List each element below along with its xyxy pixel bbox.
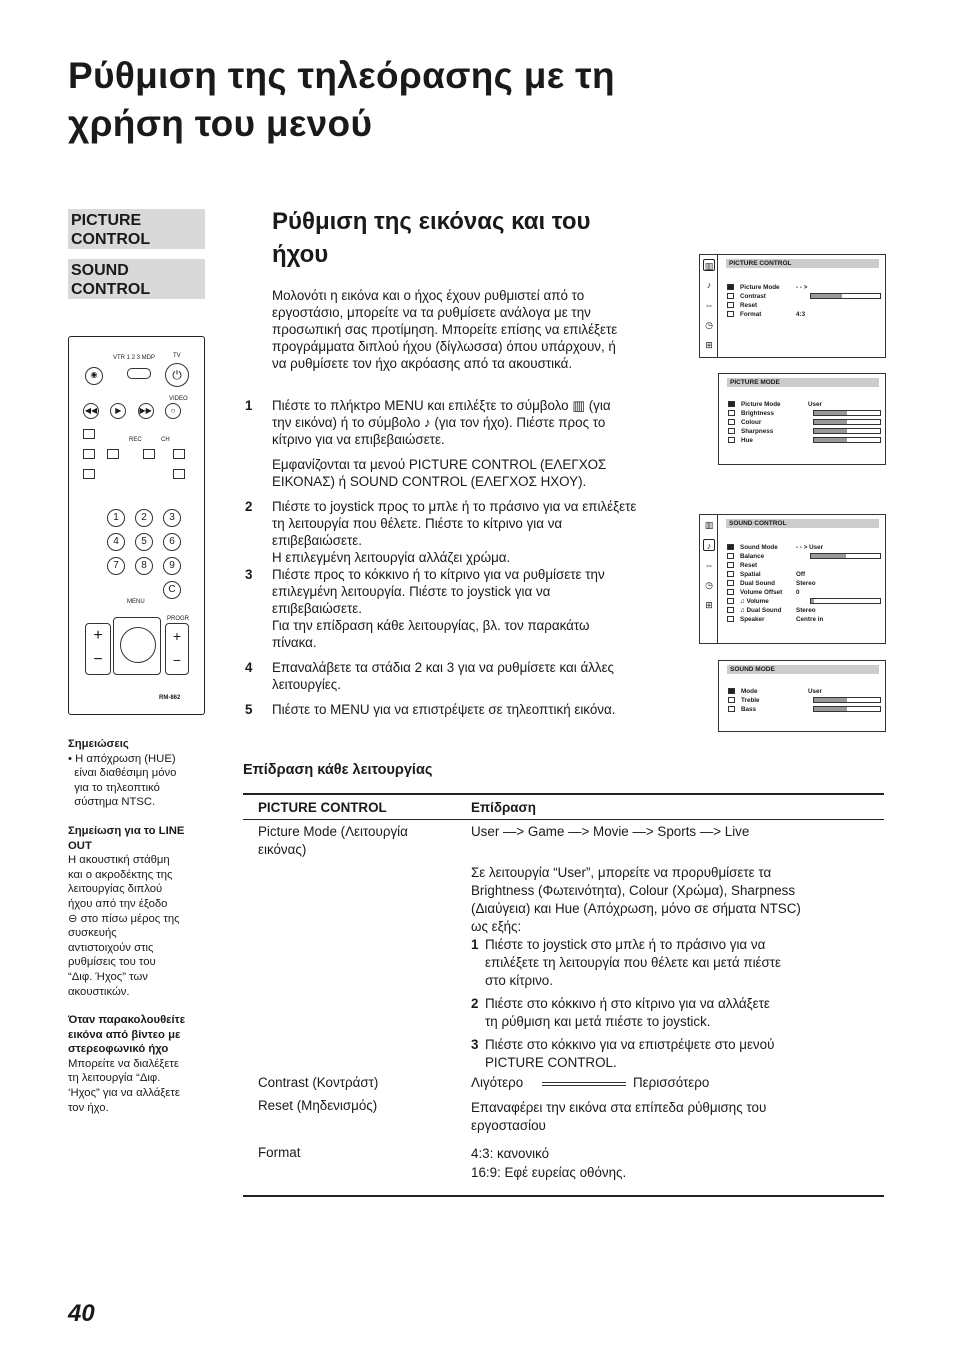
step-item xyxy=(245,456,685,490)
row-contrast-less: Λιγότερο xyxy=(471,1075,524,1090)
tag-sound-control-label: SOUND CONTROL xyxy=(71,262,151,298)
digit-button-2: 2 xyxy=(135,509,153,527)
remote-ch-label: CH xyxy=(161,437,170,443)
section-heading xyxy=(272,205,590,271)
note-line: για το τηλεοπτικό xyxy=(68,781,160,794)
note-line: • Η απόχρωση (HUE) xyxy=(68,752,176,765)
step-item xyxy=(245,397,685,448)
osd-row-slider xyxy=(810,293,881,299)
note-line: “Διφ. Ήχος” των xyxy=(68,970,148,983)
setup-icon: ⊞ xyxy=(705,600,713,610)
note-line: τη λειτουργία “Διφ. xyxy=(68,1072,161,1085)
remote-video-label: VIDEO xyxy=(169,396,188,402)
connection-icon: ⇔ xyxy=(704,300,714,310)
sound-icon: ♪ xyxy=(703,539,715,551)
osd-row-value: - - > xyxy=(796,284,808,291)
setup-icon: ⊞ xyxy=(705,340,713,350)
osd-row-slider xyxy=(813,419,881,425)
osd-row-marker xyxy=(728,428,735,434)
osd-row-label: Balance xyxy=(740,553,765,560)
tag-sound-control xyxy=(68,259,205,299)
osd-row-slider-fill xyxy=(814,429,847,433)
step-item xyxy=(245,566,685,651)
osd-row-marker xyxy=(727,607,734,613)
row-picture-mode-desc: (Διαύγεια) και Hue (Απόχρωση, μόνο σε σήματα NTSC) xyxy=(471,901,801,916)
osd-screen-sound-mode xyxy=(718,660,886,732)
sub-step-line: στο κίτρινο. xyxy=(485,973,553,988)
note-line: ⊖ στο πίσω μέρος της xyxy=(68,912,180,925)
step-number: 3 xyxy=(245,567,253,582)
row-format-desc: 16:9: Εφέ ευρείας οθόνης. xyxy=(471,1165,627,1180)
remote-joystick-frame xyxy=(113,617,161,675)
note-block xyxy=(68,1013,210,1115)
play-icon: ▶ xyxy=(110,403,126,419)
osd-row-label: Volume Offset xyxy=(740,589,783,596)
step-text-line: επιλεγμένη λειτουργία. Πιέστε το joystick για να xyxy=(272,584,551,599)
osd-row-value: User xyxy=(808,401,823,408)
row-picture-mode-desc: Σε λειτουργία “User”, μπορείτε να προρυθμίσετε τα xyxy=(471,865,772,880)
picture-icon: ▥ xyxy=(704,261,714,271)
step-text-line: ΕΙΚΟΝΑΣ) ή SOUND CONTROL (ΕΛΕΓΧΟΣ ΗΧΟΥ). xyxy=(272,474,587,489)
row-picture-mode-cycle: User —> Game —> Movie —> Sports —> Live xyxy=(471,824,750,839)
osd-row-label: Contrast xyxy=(740,293,766,300)
row-reset-desc: εργοστασίου xyxy=(471,1118,546,1133)
digit-button-3: 3 xyxy=(163,509,181,527)
step-text-line: Η επιλεγμένη λειτουργία αλλάζει χρώμα. xyxy=(272,550,511,565)
note-line: και ο ακροδέκτης της xyxy=(68,868,173,881)
steps-list xyxy=(245,397,685,718)
row-picture-mode-label: Picture Mode (Λειτουργία xyxy=(258,824,408,839)
remote-model-label: RM-862 xyxy=(159,695,181,701)
digit-button-C: C xyxy=(163,581,181,599)
rewind-icon: ◀◀ xyxy=(83,403,99,419)
note-title: εικόνα από βίντεο με xyxy=(68,1028,181,1041)
step-text-line: τη λειτουργία που θέλετε. Πιέστε το κίτρινο για να xyxy=(272,516,563,531)
power-icon: ⏻ xyxy=(165,363,189,387)
osd-screen-picture-control xyxy=(699,254,886,358)
digit-button-4: 4 xyxy=(107,533,125,551)
timer-icon: ◷ xyxy=(705,320,713,330)
osd-row-label: Treble xyxy=(741,697,760,704)
digit-button-6: 6 xyxy=(163,533,181,551)
osd-row-label: Picture Mode xyxy=(740,284,780,291)
osd-row-label: Dual Sound xyxy=(740,580,775,587)
osd-row-label: Reset xyxy=(740,302,758,309)
osd-row-marker xyxy=(727,553,734,559)
osd-row-value: Off xyxy=(796,571,806,578)
section-intro xyxy=(272,287,682,372)
timer-icon: ◷ xyxy=(705,580,713,590)
step-item xyxy=(245,498,685,566)
osd-row-slider xyxy=(810,553,881,559)
table-header-col2: Επίδραση xyxy=(471,800,536,815)
osd-header: SOUND CONTROL xyxy=(726,519,879,528)
osd-row-value: - - > User xyxy=(796,544,824,551)
intro-line: προσωπική σας προτίμηση. Μπορείτε επίσης να επιλέξετε xyxy=(272,322,618,337)
osd-row-label: Format xyxy=(740,311,762,318)
note-line: Η ακουστική στάθμη xyxy=(68,854,170,867)
osd-row-value: Stereo xyxy=(796,607,816,614)
osd-header: PICTURE MODE xyxy=(727,378,879,387)
row-picture-mode-label: εικόνας) xyxy=(258,842,307,857)
row-picture-mode-desc: Brightness (Φωτεινότητα), Colour (Χρώμα), Sharpness xyxy=(471,883,796,898)
osd-row-slider-fill xyxy=(814,698,847,702)
remote-digit-pad xyxy=(107,509,193,605)
step-text-line: πίνακα. xyxy=(272,635,317,650)
program-rocker: + − xyxy=(165,623,189,675)
digit-button-9: 9 xyxy=(163,557,181,575)
remote-menu-label: MENU xyxy=(127,599,145,605)
page-title-line2: χρήση του μενού xyxy=(68,103,373,144)
section-heading-line2: ήχου xyxy=(272,241,329,268)
sub-step-line: PICTURE CONTROL. xyxy=(485,1055,617,1070)
page-number: 40 xyxy=(68,1300,95,1327)
osd-side-menu xyxy=(700,515,718,643)
osd-row-marker xyxy=(727,544,734,550)
digit-button-8: 8 xyxy=(135,557,153,575)
sub-step-line: Πιέστε στο κόκκινο για να επιστρέψετε στο μενού xyxy=(485,1037,775,1052)
remote-switch xyxy=(127,368,151,379)
osd-header: SOUND MODE xyxy=(727,665,879,674)
note-line: ρυθμίσεις του του xyxy=(68,956,156,969)
osd-row-slider-fill xyxy=(811,294,842,298)
table-bottom-rule xyxy=(243,1195,884,1197)
row-reset-label: Reset (Μηδενισμός) xyxy=(258,1098,378,1113)
osd-row-marker xyxy=(727,293,734,299)
osd-row-marker xyxy=(728,437,735,443)
osd-row-marker xyxy=(728,419,735,425)
note-line: τον ήχο. xyxy=(68,1101,109,1114)
step-number: 1 xyxy=(245,398,253,413)
osd-row-marker xyxy=(727,616,734,622)
osd-row-label: Picture Mode xyxy=(741,401,781,408)
sub-step-line: Πιέστε στο κόκκινο ή στο κίτρινο για να αλλάξετε xyxy=(485,996,770,1011)
row-contrast-label: Contrast (Κοντράστ) xyxy=(258,1075,379,1090)
remote-progr-label: PROGR xyxy=(167,616,190,622)
intro-line: εργοστάσιο, μπορείτε να τα ρυθμίσετε ανάλογα με την xyxy=(272,305,591,320)
note-line: Μπορείτε να διαλέξετε xyxy=(68,1057,179,1070)
note-line: αντιστοιχούν στις xyxy=(68,941,154,954)
step-text-line: Πιέστε το joystick προς το μπλε ή το πράσινο για να επιλέξετε xyxy=(272,499,637,514)
step-number: 2 xyxy=(245,499,253,514)
intro-line: προγράμματα διπλού ήχου (δίγλωσσα) όπου υπάρχουν, ή xyxy=(272,339,616,354)
osd-row-slider-fill xyxy=(811,554,846,558)
step-item xyxy=(245,659,685,693)
note-line: ακουστικών. xyxy=(68,985,130,998)
intro-line: Μολονότι η εικόνα και ο ήχος έχουν ρυθμιστεί από το xyxy=(272,288,585,303)
osd-row-label: Spatial xyxy=(740,571,761,578)
row-reset-desc: Επαναφέρει την εικόνα στα επίπεδα ρύθμισης του xyxy=(471,1100,767,1115)
osd-row-slider-fill xyxy=(814,707,847,711)
osd-row-label: Reset xyxy=(740,562,758,569)
osd-row-marker xyxy=(728,697,735,703)
page-title-line1: Ρύθμιση της τηλεόρασης με τη xyxy=(68,55,615,96)
step-text-line: Εμφανίζονται τα μενού PICTURE CONTROL (ΕΛΕΓΧΟΣ xyxy=(272,457,607,472)
sub-step-number: 2 xyxy=(471,996,479,1011)
osd-header: PICTURE CONTROL xyxy=(726,259,879,268)
remote-transport-row xyxy=(83,403,181,421)
remote-top-label: VTR 1 2 3 MDP xyxy=(113,355,156,361)
osd-row-marker xyxy=(727,598,734,604)
step-text-line: επιβεβαιώσετε. xyxy=(272,533,362,548)
picture-icon: ▥ xyxy=(704,520,714,530)
note-line: ‘Ηχος” για να αλλάξετε xyxy=(68,1087,180,1100)
osd-row-label: ♫ Dual Sound xyxy=(740,607,782,614)
note-title: στερεοφωνικό ήχο xyxy=(68,1043,169,1056)
step-number: 4 xyxy=(245,660,253,675)
osd-row-label: Hue xyxy=(741,437,753,444)
osd-row-marker xyxy=(727,580,734,586)
osd-row-value: Stereo xyxy=(796,580,816,587)
note-line: ήχου από την έξοδο xyxy=(68,897,168,910)
note-title: Όταν παρακολουθείτε xyxy=(68,1014,186,1027)
page-title xyxy=(68,52,615,148)
osd-row-label: Mode xyxy=(741,688,758,695)
osd-row-marker xyxy=(727,589,734,595)
osd-row-marker xyxy=(727,571,734,577)
note-line: σύστημα NTSC. xyxy=(68,796,156,809)
osd-row-slider xyxy=(813,410,881,416)
note-line: είναι διαθέσιμη μόνο xyxy=(68,767,177,780)
osd-row-label: Sound Mode xyxy=(740,544,778,551)
sound-icon: ♪ xyxy=(706,280,712,290)
fast-forward-icon: ▶▶ xyxy=(138,403,154,419)
osd-row-label: Sharpness xyxy=(741,428,774,435)
tag-picture-control xyxy=(68,209,205,249)
osd-row-value: 4:3 xyxy=(796,311,806,318)
sub-step-line: επιλέξετε τη λειτουργία που θέλετε και μετά πιέστε xyxy=(485,955,782,970)
digit-button-7: 7 xyxy=(107,557,125,575)
osd-row-label: Speaker xyxy=(740,616,765,623)
osd-row-slider-fill xyxy=(814,438,847,442)
remote-mute-button: ◉ xyxy=(85,367,103,385)
note-title: Σημειώσεις xyxy=(68,738,129,750)
step-text-line: Πιέστε το πλήκτρο MENU και επιλέξτε το σύμβολο ▥ (για xyxy=(272,398,611,413)
osd-row-marker xyxy=(727,562,734,568)
osd-row-label: Colour xyxy=(741,419,762,426)
video-icon: ○ xyxy=(165,403,181,419)
step-number: 5 xyxy=(245,702,253,717)
step-text-line: Πιέστε προς το κόκκινο ή το κίτρινο για να ρυθμίσετε την xyxy=(272,567,605,582)
row-format-label: Format xyxy=(258,1145,301,1160)
osd-row-value: Centre in xyxy=(796,616,824,623)
sub-step-line: τη ρύθμιση και μετά πιέστε το joystick. xyxy=(485,1014,711,1029)
note-line: συσκευής xyxy=(68,927,117,940)
osd-row-marker xyxy=(728,401,735,407)
osd-side-menu xyxy=(700,255,718,357)
step-text-line: Πιέστε το MENU για να επιστρέψετε σε τηλεοπτική εικόνα. xyxy=(272,702,616,717)
sub-step-number: 3 xyxy=(471,1037,479,1052)
sub-step-number: 1 xyxy=(471,937,479,952)
note-title: OUT xyxy=(68,839,92,852)
osd-row-marker xyxy=(728,688,735,694)
effect-heading: Επίδραση κάθε λειτουργίας xyxy=(243,762,433,778)
digit-button-5: 5 xyxy=(135,533,153,551)
table-top-rule xyxy=(243,793,884,795)
row-format-desc: 4:3: κανονικό xyxy=(471,1146,550,1161)
osd-row-slider-fill xyxy=(814,420,847,424)
osd-row-slider xyxy=(813,437,881,443)
osd-row-label: ♫ Volume xyxy=(740,598,769,605)
section-heading-line1: Ρύθμιση της εικόνας και του xyxy=(272,208,591,235)
remote-function-buttons xyxy=(83,429,193,489)
note-title: Σημείωση για το LINE xyxy=(68,824,185,837)
row-picture-mode-desc: ως εξής: xyxy=(471,919,522,934)
volume-rocker: + − xyxy=(85,623,111,675)
table-header-col1: PICTURE CONTROL xyxy=(258,800,387,815)
tag-picture-control-label: PICTURE CONTROL xyxy=(71,212,151,248)
osd-row-slider xyxy=(813,428,881,434)
remote-control-illustration xyxy=(68,336,205,715)
osd-row-marker xyxy=(728,410,735,416)
sub-step-line: Πιέστε το joystick στο μπλε ή το πράσινο για να xyxy=(485,937,766,952)
step-text-line: κίτρινο για να επιβεβαιώσετε. xyxy=(272,432,445,447)
step-text-line: Για την επίδραση κάθε λειτουργίας, βλ. τον παρακάτω xyxy=(272,618,590,633)
intro-line: να ρυθμίσετε τον ήχο ακρόασης από τα ακουστικά. xyxy=(272,356,573,371)
osd-row-marker xyxy=(727,302,734,308)
connection-icon: ⇔ xyxy=(704,560,714,570)
remote-tv-label: TV xyxy=(173,353,181,359)
osd-screen-picture-mode xyxy=(718,373,886,465)
osd-row-slider-fill xyxy=(814,411,847,415)
row-contrast-more: Περισσότερο xyxy=(633,1075,710,1090)
note-line: λειτουργίας διπλού xyxy=(68,883,163,896)
osd-row-value: User xyxy=(808,688,823,695)
notes-column xyxy=(68,737,210,1115)
osd-row-slider xyxy=(813,697,881,703)
row-contrast-scale xyxy=(542,1082,626,1086)
step-text-line: επιβεβαιώσετε. xyxy=(272,601,362,616)
digit-button-1: 1 xyxy=(107,509,125,527)
remote-rec-label: REC xyxy=(129,437,142,443)
osd-row-label: Bass xyxy=(741,706,757,713)
table-header-rule xyxy=(243,819,884,820)
step-item xyxy=(245,701,685,718)
osd-row-marker xyxy=(727,311,734,317)
step-text-line: την εικόνα) ή το σύμβολο ♪ (για τον ήχο). Πιέστε προς το xyxy=(272,415,606,430)
osd-row-marker xyxy=(728,706,735,712)
osd-screen-sound-control xyxy=(699,514,886,644)
osd-row-marker xyxy=(727,284,734,290)
note-block xyxy=(68,824,210,999)
osd-row-slider xyxy=(813,706,881,712)
osd-row-slider-fill xyxy=(811,599,814,603)
step-text-line: λειτουργίες. xyxy=(272,677,341,692)
osd-row-value: 0 xyxy=(796,589,800,596)
step-text-line: Επαναλάβετε τα στάδια 2 και 3 για να ρυθμίσετε και άλλες xyxy=(272,660,615,675)
osd-row-slider xyxy=(810,598,881,604)
osd-row-label: Brightness xyxy=(741,410,774,417)
joystick-icon xyxy=(120,627,156,663)
